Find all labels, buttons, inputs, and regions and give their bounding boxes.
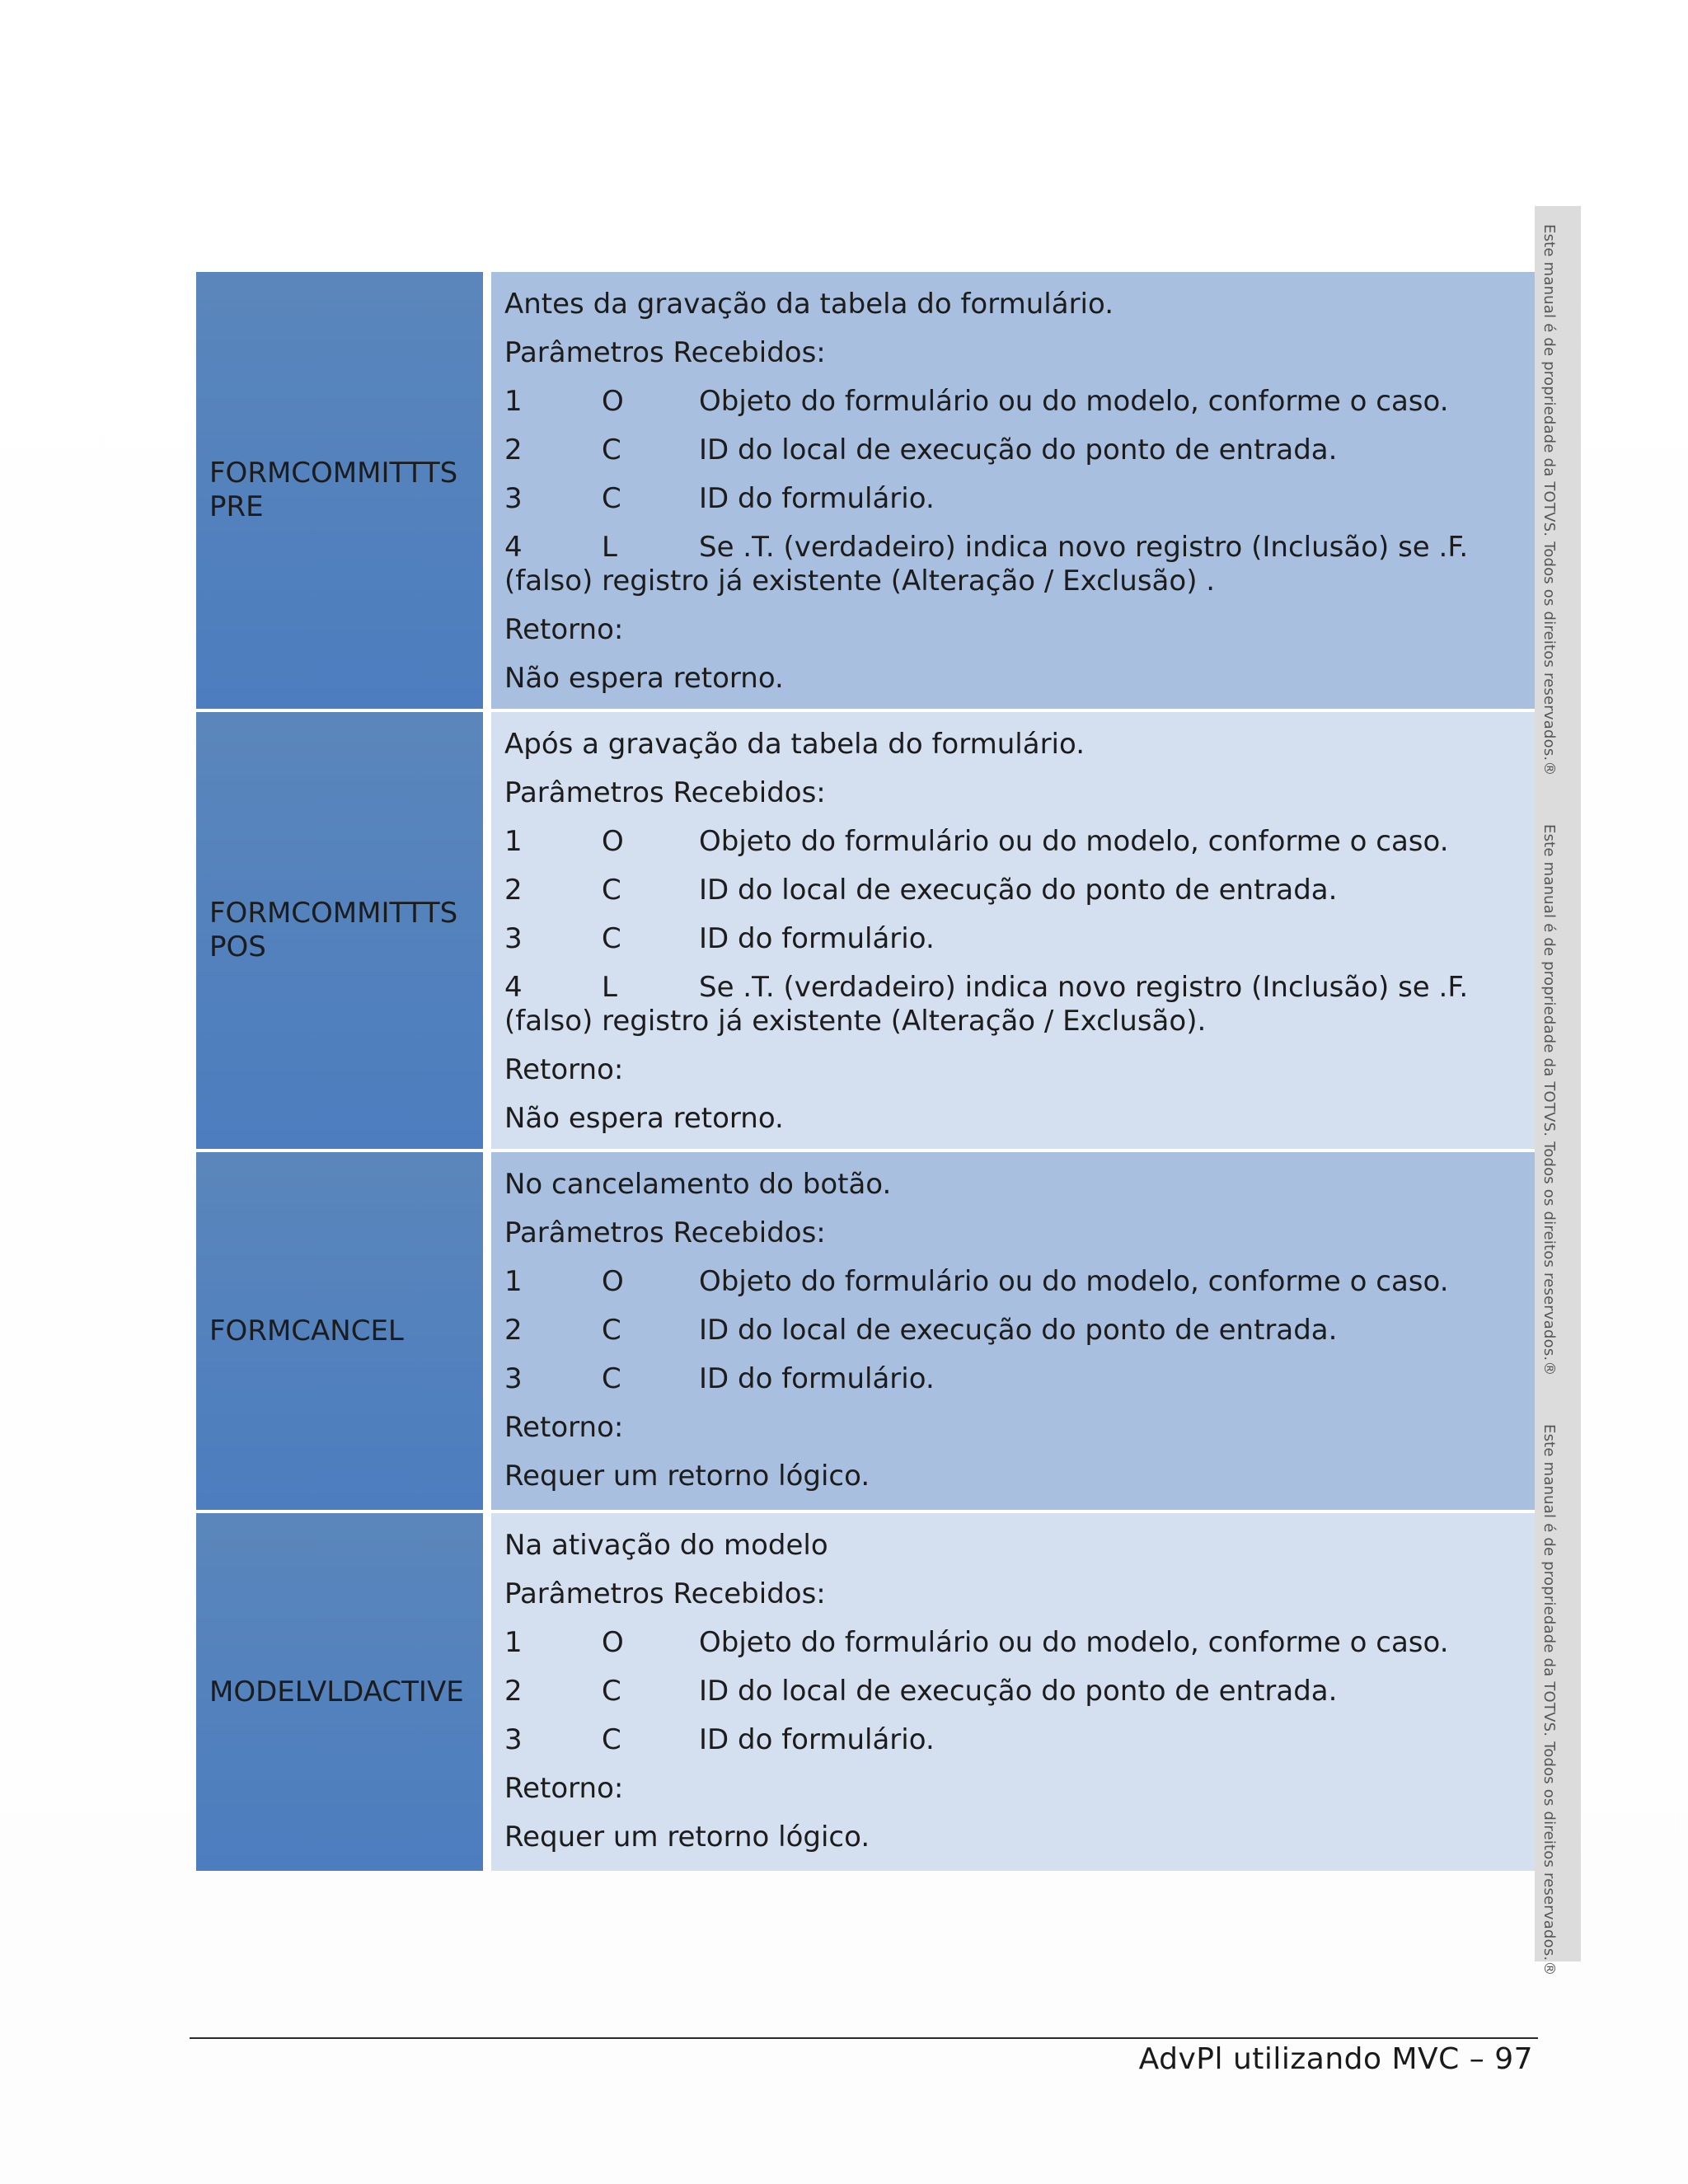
entry-point-description — [491, 1513, 1543, 1871]
description-text: Antes da gravação da tabela do formulário. — [504, 288, 1114, 321]
param-type: C — [602, 1314, 621, 1347]
table-row — [196, 1152, 1543, 1513]
param-type: C — [602, 1675, 621, 1708]
table-row — [196, 272, 1543, 712]
param-type: O — [602, 1265, 624, 1298]
param-number: 3 — [504, 922, 523, 955]
params-label: Parâmetros Recebidos: — [504, 336, 826, 369]
cell-gap — [483, 712, 491, 1149]
param-text: ID do formulário. — [699, 1723, 935, 1756]
entry-point-name — [196, 272, 483, 709]
param-line — [504, 475, 1526, 523]
return-text: Requer um retorno lógico. — [504, 1460, 870, 1493]
param-text: Se .T. (verdadeiro) indica novo registro (Inclusão) se .F. (falso) registro já existente (Alteração / Exclusão). — [504, 971, 1469, 1038]
param-text: Se .T. (verdadeiro) indica novo registro (Inclusão) se .F. (falso) registro já existente (Alteração / Exclusão) . — [504, 531, 1469, 598]
param-line — [504, 963, 1526, 1046]
param-text: ID do local de execução do ponto de entrada. — [699, 874, 1338, 907]
param-text: ID do formulário. — [699, 482, 935, 515]
entry-point-name — [196, 1152, 483, 1510]
param-line — [504, 866, 1526, 915]
description-text: Após a gravação da tabela do formulário. — [504, 728, 1085, 761]
entry-point-name — [196, 712, 483, 1149]
return-text: Requer um retorno lógico. — [504, 1821, 870, 1854]
param-number: 2 — [504, 874, 523, 907]
page-footer: AdvPl utilizando MVC – 97 — [1138, 2042, 1533, 2076]
param-text: ID do local de execução do ponto de entrada. — [699, 1675, 1338, 1708]
param-type: C — [602, 434, 621, 466]
return-text: Não espera retorno. — [504, 662, 784, 695]
param-type: O — [602, 1626, 624, 1659]
param-text: ID do formulário. — [699, 922, 935, 955]
copyright-watermark: Este manual é de propriedade da TOTVS. Todos os direitos reservados.® — [1540, 824, 1558, 1376]
param-line — [504, 1355, 1526, 1404]
param-line — [504, 1306, 1526, 1355]
entry-point-description — [491, 712, 1543, 1149]
params-label: Parâmetros Recebidos: — [504, 1577, 826, 1610]
param-line — [504, 1258, 1526, 1306]
param-text: Objeto do formulário ou do modelo, conforme o caso. — [699, 1265, 1449, 1298]
cell-gap — [483, 272, 491, 709]
table-row — [196, 1513, 1543, 1871]
param-text: Objeto do formulário ou do modelo, conforme o caso. — [699, 1626, 1449, 1659]
return-label: Retorno: — [504, 1772, 624, 1805]
param-text: Objeto do formulário ou do modelo, conforme o caso. — [699, 385, 1449, 418]
param-number: 4 — [504, 971, 523, 1004]
entry-point-name-text: MODELVLDACTIVE — [209, 1675, 464, 1708]
param-number: 3 — [504, 1362, 523, 1395]
params-label: Parâmetros Recebidos: — [504, 1216, 826, 1249]
param-type: C — [602, 874, 621, 907]
param-line — [504, 1619, 1526, 1667]
description-text: No cancelamento do botão. — [504, 1168, 892, 1201]
param-number: 1 — [504, 825, 523, 858]
entry-points-table — [196, 272, 1543, 1871]
param-text: Objeto do formulário ou do modelo, conforme o caso. — [699, 825, 1449, 858]
param-line — [504, 426, 1526, 475]
param-line — [504, 1716, 1526, 1765]
footer-divider — [190, 2037, 1538, 2039]
cell-gap — [483, 1152, 491, 1510]
param-line — [504, 915, 1526, 963]
param-text: ID do local de execução do ponto de entrada. — [699, 434, 1338, 466]
param-number: 4 — [504, 531, 523, 564]
return-label: Retorno: — [504, 1053, 624, 1086]
entry-point-name-text: FORMCANCEL — [209, 1314, 404, 1347]
table-row — [196, 712, 1543, 1152]
param-number: 3 — [504, 1723, 523, 1756]
param-type: C — [602, 1362, 621, 1395]
entry-point-description — [491, 1152, 1543, 1510]
param-line — [504, 523, 1526, 606]
copyright-watermark: Este manual é de propriedade da TOTVS. Todos os direitos reservados.® — [1540, 1424, 1558, 1976]
return-label: Retorno: — [504, 1411, 624, 1444]
param-line — [504, 1667, 1526, 1716]
param-line — [504, 377, 1526, 426]
copyright-watermark: Este manual é de propriedade da TOTVS. Todos os direitos reservados.® — [1540, 224, 1558, 776]
param-type: C — [602, 1723, 621, 1756]
param-type: L — [602, 971, 617, 1004]
cell-gap — [483, 1513, 491, 1871]
param-number: 2 — [504, 434, 523, 466]
param-number: 1 — [504, 1626, 523, 1659]
param-number: 1 — [504, 385, 523, 418]
entry-point-name-text: FORMCOMMITTTS PRE — [209, 457, 458, 523]
description-text: Na ativação do modelo — [504, 1529, 828, 1562]
entry-point-description — [491, 272, 1543, 709]
return-text: Não espera retorno. — [504, 1102, 784, 1135]
param-number: 2 — [504, 1314, 523, 1347]
param-type: O — [602, 385, 624, 418]
return-label: Retorno: — [504, 613, 624, 646]
entry-point-name-text: FORMCOMMITTTS POS — [209, 897, 458, 963]
params-label: Parâmetros Recebidos: — [504, 776, 826, 809]
param-line — [504, 818, 1526, 866]
param-number: 1 — [504, 1265, 523, 1298]
param-type: O — [602, 825, 624, 858]
param-number: 3 — [504, 482, 523, 515]
param-type: L — [602, 531, 617, 564]
entry-point-name — [196, 1513, 483, 1871]
param-text: ID do local de execução do ponto de entrada. — [699, 1314, 1338, 1347]
param-number: 2 — [504, 1675, 523, 1708]
param-type: C — [602, 482, 621, 515]
param-text: ID do formulário. — [699, 1362, 935, 1395]
param-type: C — [602, 922, 621, 955]
